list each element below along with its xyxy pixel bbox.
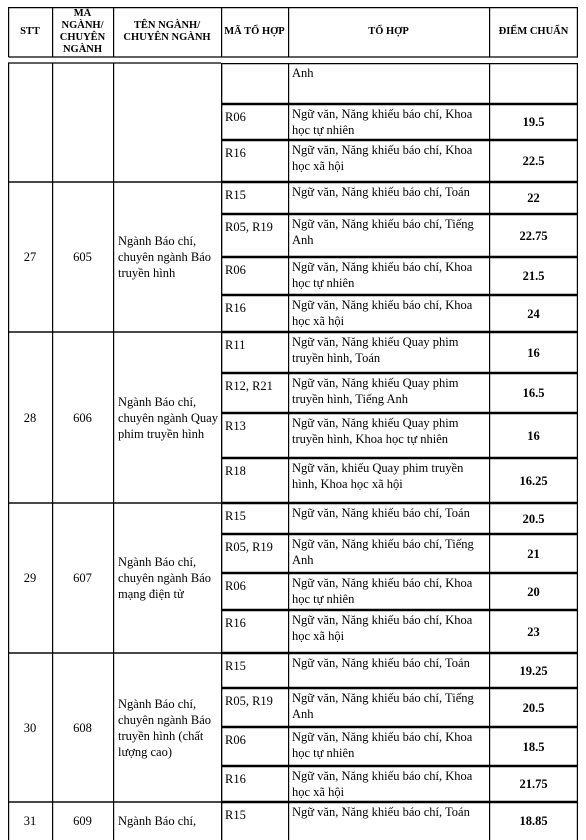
major-name-cell: Ngành Báo chí, chuyên ngành Báo truyền hình (chất lượng cao) — [118, 696, 212, 759]
score-cell: 16 — [527, 345, 540, 360]
combo-cell: Ngữ văn, Năng khiếu Quay phim truyền hình, Toán — [292, 335, 459, 365]
header-combo-code: MÃ TỔ HỢP — [224, 26, 285, 37]
combo-code-cell: R05, R19 — [225, 540, 273, 554]
combo-cell: Ngữ văn, Năng khiếu báo chí, Tiếng Anh — [292, 537, 474, 567]
combo-code-cell: R06 — [225, 263, 246, 277]
combo-cell: Ngữ văn, Năng khiếu Quay phim truyền hình, Tiếng Anh — [292, 376, 459, 406]
combo-cell: Ngữ văn, Năng khiếu báo chí, Khoa học tự nhiên — [292, 576, 473, 606]
score-cell: 21 — [527, 546, 540, 561]
score-cell: 22.5 — [522, 154, 545, 168]
combo-code-cell: R15 — [225, 188, 246, 202]
combo-code-cell: R15 — [225, 659, 246, 673]
header-major-code: MÃ NGÀNH/ CHUYÊN NGÀNH — [59, 8, 106, 55]
score-cell: 19.25 — [519, 663, 548, 678]
stt-cell: 30 — [23, 720, 37, 735]
header-major-name: TÊN NGÀNH/ CHUYÊN NGÀNH — [123, 20, 211, 43]
combo-code-cell: R18 — [225, 464, 246, 478]
score-cell: 21.5 — [522, 269, 545, 283]
score-cell: 20.5 — [522, 700, 545, 715]
combo-code-cell: R16 — [225, 616, 246, 630]
major-name-cell: Ngành Báo chí, chuyên ngành Quay phim truyền hình — [118, 394, 218, 441]
combo-code-cell: R16 — [225, 146, 246, 160]
score-cell: 20 — [527, 584, 540, 599]
major-name-cell: Ngành Báo chí, — [118, 814, 197, 828]
combo-code-cell — [222, 64, 287, 103]
combo-cell: Ngữ văn, Năng khiếu báo chí, Toán — [292, 805, 470, 819]
combo-cell: Ngữ văn, Năng khiếu báo chí, Tiếng Anh — [292, 691, 474, 721]
score-cell: 16.5 — [522, 386, 545, 400]
combo-code-cell: R06 — [225, 733, 246, 747]
admission-scores-table — [8, 7, 578, 840]
combo-code-cell: R16 — [225, 301, 246, 315]
major-code-cell: 608 — [73, 720, 92, 735]
score-cell: 20.5 — [522, 511, 545, 526]
combo-cell: Anh — [292, 66, 314, 80]
score-cell: 24 — [527, 306, 540, 321]
combo-cell: Ngữ văn, Năng khiếu báo chí, Khoa học tự nhiên — [292, 260, 473, 290]
score-cell: 18.85 — [519, 814, 548, 828]
combo-code-cell: R05, R19 — [225, 220, 273, 234]
score-cell — [490, 64, 577, 103]
score-cell: 19.5 — [522, 115, 545, 129]
score-cell: 22 — [527, 191, 540, 205]
combo-code-cell: R12, R21 — [225, 379, 273, 393]
combo-cell: Ngữ văn, Năng khiếu báo chí, Tiếng Anh — [292, 217, 474, 247]
combo-cell: Ngữ văn, Năng khiếu Quay phim truyền hình, Khoa học tự nhiên — [292, 416, 459, 446]
combo-code-cell: R15 — [225, 509, 246, 523]
combo-code-cell: R16 — [225, 772, 246, 786]
combo-cell: Ngữ văn, Năng khiếu báo chí, Khoa học xã hội — [292, 769, 473, 799]
stt-cell: 27 — [23, 250, 37, 264]
combo-cell: Ngữ văn, Năng khiếu báo chí, Khoa học xã hội — [292, 613, 473, 643]
score-cell: 16 — [527, 428, 540, 443]
combo-cell: Ngữ văn, Năng khiếu báo chí, Khoa học tự nhiên — [292, 730, 473, 760]
major-code-cell — [53, 64, 112, 181]
score-cell: 21.75 — [519, 777, 548, 791]
combo-code-cell: R15 — [225, 808, 246, 822]
header-score: ĐIỂM CHUẨN — [498, 26, 569, 37]
combo-cell: Ngữ văn, Năng khiếu báo chí, Khoa học tự nhiên — [292, 107, 473, 137]
major-name-cell: Ngành Báo chí, chuyên ngành Báo mạng điện tử — [118, 555, 212, 601]
major-code-cell: 607 — [73, 571, 92, 585]
stt-cell: 28 — [23, 410, 37, 425]
major-name-cell: Ngành Báo chí, chuyên ngành Báo truyền hình — [118, 234, 212, 280]
major-code-cell: 609 — [73, 814, 92, 828]
header-combo: TỔ HỢP — [368, 26, 409, 37]
combo-cell: Ngữ văn, Năng khiếu báo chí, Khoa học xã hội — [292, 143, 473, 173]
combo-code-cell: R13 — [225, 419, 246, 433]
combo-cell: Ngữ văn, Năng khiếu báo chí, Toán — [292, 506, 470, 520]
combo-cell: Ngữ văn, Năng khiếu báo chí, Khoa học xã hội — [292, 298, 473, 328]
combo-code-cell: R05, R19 — [225, 694, 273, 708]
score-cell: 16.25 — [519, 473, 548, 488]
score-cell: 22.75 — [519, 228, 548, 243]
combo-code-cell: R06 — [225, 110, 246, 124]
combo-cell: Ngữ văn, Năng khiếu báo chí, Toán — [292, 656, 470, 670]
major-name-cell — [114, 64, 220, 181]
combo-code-cell: R11 — [225, 338, 246, 352]
combo-code-cell: R06 — [225, 579, 246, 593]
combo-cell: Ngữ văn, Năng khiếu báo chí, Toán — [292, 185, 470, 199]
header-stt: STT — [20, 26, 40, 37]
combo-cell: Ngữ văn, khiếu Quay phim truyền hình, Khoa học xã hội — [292, 461, 464, 491]
stt-cell — [9, 64, 51, 181]
stt-cell: 31 — [23, 814, 37, 828]
major-code-cell: 606 — [73, 410, 92, 425]
major-code-cell: 605 — [73, 250, 92, 264]
stt-cell: 29 — [23, 571, 37, 585]
score-cell: 18.5 — [522, 739, 545, 754]
score-cell: 23 — [527, 624, 540, 639]
